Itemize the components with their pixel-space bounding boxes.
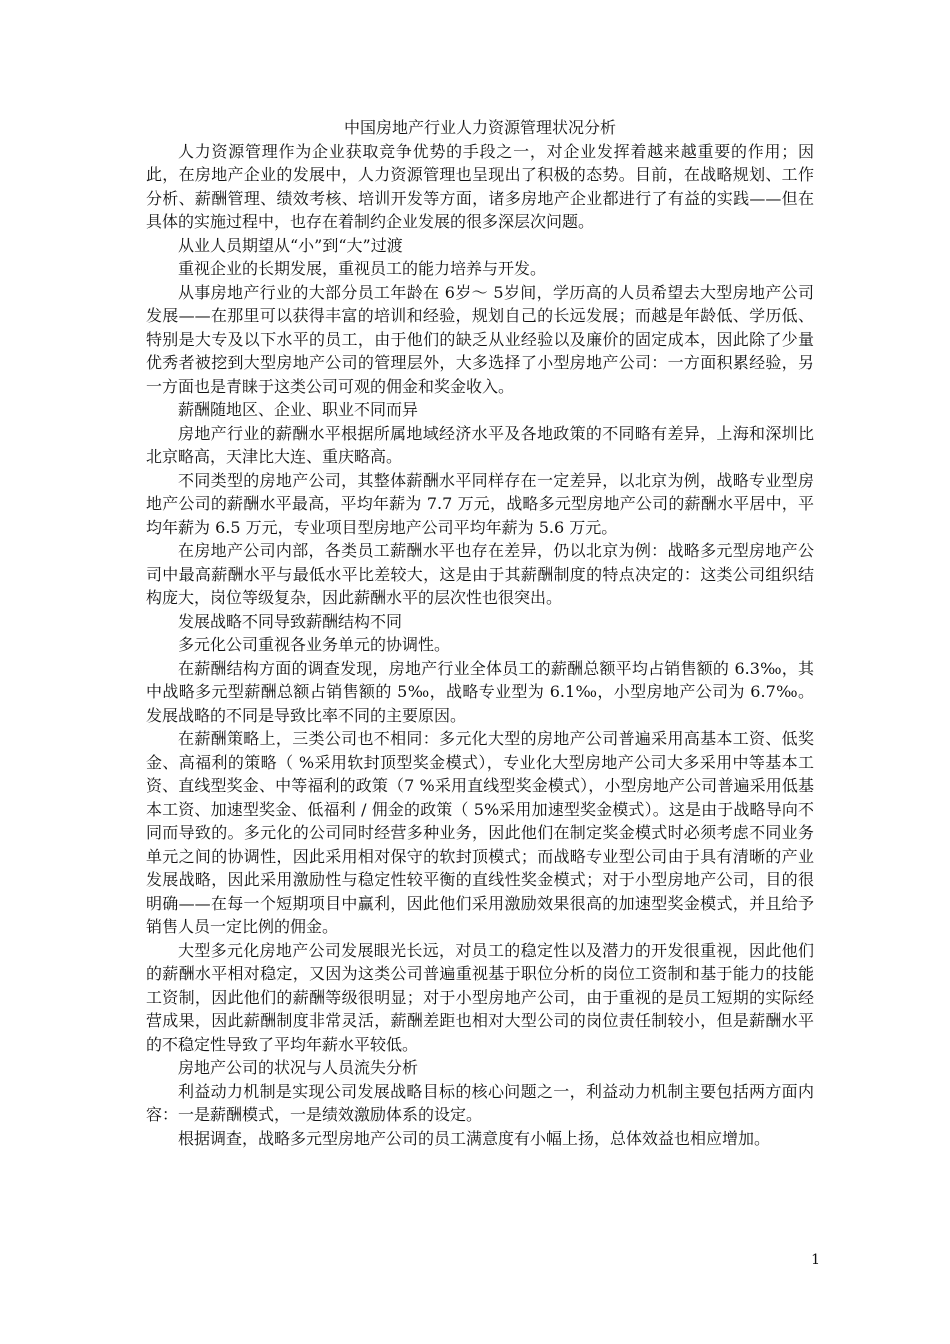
paragraph-long-term: 重视企业的长期发展，重视员工的能力培养与开发。 <box>178 259 547 278</box>
section-heading-salary-region: 薪酬随地区、企业、职业不同而异 <box>178 400 419 419</box>
section-heading-expectation: 从业人员期望从“小”到“大”过渡 <box>178 235 403 255</box>
paragraph-salary-region: 房地产行业的薪酬水平根据所属地域经济水平及各地政策的不同略有差异，上海和深圳比北京略高，天津比大连、重庆略高。 <box>146 423 814 466</box>
paragraph-coordination: 多元化公司重视各业务单元的协调性。 <box>178 635 451 654</box>
paragraph-employee-age: 从事房地产行业的大部分员工年龄在 6岁～ 5岁间，学历高的人员希望去大型房地产公司发展——在那里可以获得丰富的培训和经验，规划自己的长远发展；而越是年龄低、学历低、特别是大专及以下水平的员工，由于他们的缺乏从业经验以及廉价的固定成本，因此除了少量优秀者被挖到大型房地产公司的管理层外，大多选择了小型房地产公司：一方面积累经验，另一方面也是青睐于这类公司可观的佣金和奖金收入。 <box>146 282 814 396</box>
paragraph-large-companies: 大型多元化房地产公司发展眼光长远，对员工的稳定性以及潜力的开发很重视，因此他们的薪酬水平相对稳定，又因为这类公司普遍重视基于职位分析的岗位工资制和基于能力的技能工资制，因此他们的薪酬等级很明显；对于小型房地产公司，由于重视的是员工短期的实际经营成果，因此薪酬制度非常灵活，薪酬差距也相对大型公司的岗位责任制较小，但是薪酬水平的不稳定性导致了平均年薪水平较低。 <box>146 940 814 1054</box>
paragraph-incentive-mechanism: 利益动力机制是实现公司发展战略目标的核心问题之一，利益动力机制主要包括两方面内容：一是薪酬模式，一是绩效激励体系的设定。 <box>146 1081 814 1124</box>
paragraph-salary-structure: 在薪酬结构方面的调查发现，房地产行业全体员工的薪酬总额平均占销售额的 6.3‰，其中战略多元型薪酬总额占销售额的 5‰，战略专业型为 6.1‰，小型房地产公司为 6.7‰。发展战略的不同是导致比率不同的主要原因。 <box>146 658 814 725</box>
document-body <box>146 116 814 1150</box>
document-title: 中国房地产行业人力资源管理状况分析 <box>343 118 616 137</box>
section-heading-turnover: 房地产公司的状况与人员流失分析 <box>178 1058 419 1077</box>
section-heading-strategy: 发展战略不同导致薪酬结构不同 <box>178 611 403 631</box>
paragraph-internal-salary: 在房地产公司内部，各类员工薪酬水平也存在差异，仍以北京为例：战略多元型房地产公司中最高薪酬水平与最低水平比差较大，这是由于其薪酬制度的特点决定的：这类公司组织结构庞大，岗位等级复杂，因此薪酬水平的层次性也很突出。 <box>146 541 814 607</box>
page-number: 1 <box>811 1252 820 1268</box>
paragraph-company-types: 不同类型的房地产公司，其整体薪酬水平同样存在一定差异，以北京为例，战略专业型房地产公司的薪酬水平最高，平均年薪为 7.7 万元，战略多元型房地产公司的薪酬水平居中，平均年薪为 6.5 万元，专业项目型房地产公司平均年薪为 5.6 万元。 <box>146 470 814 537</box>
paragraph-salary-strategy: 在薪酬策略上，三类公司也不相同：多元化大型的房地产公司普遍采用高基本工资、低奖金、高福利的策略（ %采用软封顶型奖金模式），专业化大型房地产公司大多采用中等基本工资、直线型奖金、中等福利的政策（7 %采用直线型奖金模式），小型房地产公司普遍采用低基本工资、加速型奖金、低福利 / 佣金的政策（ 5%采用加速型奖金模式）。这是由于战略导向不同而导致的。多元化的公司同时经营多种业务，因此他们在制定奖金模式时必须考虑不同业务单元之间的协调性，因此采用相对保守的软封顶模式；而战略专业型公司由于具有清晰的产业发展战略，因此采用激励性与稳定性较平衡的直线性奖金模式；对于小型房地产公司，目的很明确——在每一个短期项目中赢利，因此他们采用激励效果很高的加速型奖金模式，并且给予销售人员一定比例的佣金。 <box>146 729 814 936</box>
paragraph-survey-result: 根据调查，战略多元型房地产公司的员工满意度有小幅上扬，总体效益也相应增加。 <box>178 1128 771 1148</box>
paragraph-intro: 人力资源管理作为企业获取竞争优势的手段之一，对企业发挥着越来越重要的作用；因此，在房地产企业的发展中，人力资源管理也呈现出了积极的态势。目前，在战略规划、工作分析、薪酬管理、绩效考核、培训开发等方面，诸多房地产企业都进行了有益的实践——但在具体的实施过程中，也存在着制约企业发展的很多深层次问题。 <box>146 141 814 231</box>
